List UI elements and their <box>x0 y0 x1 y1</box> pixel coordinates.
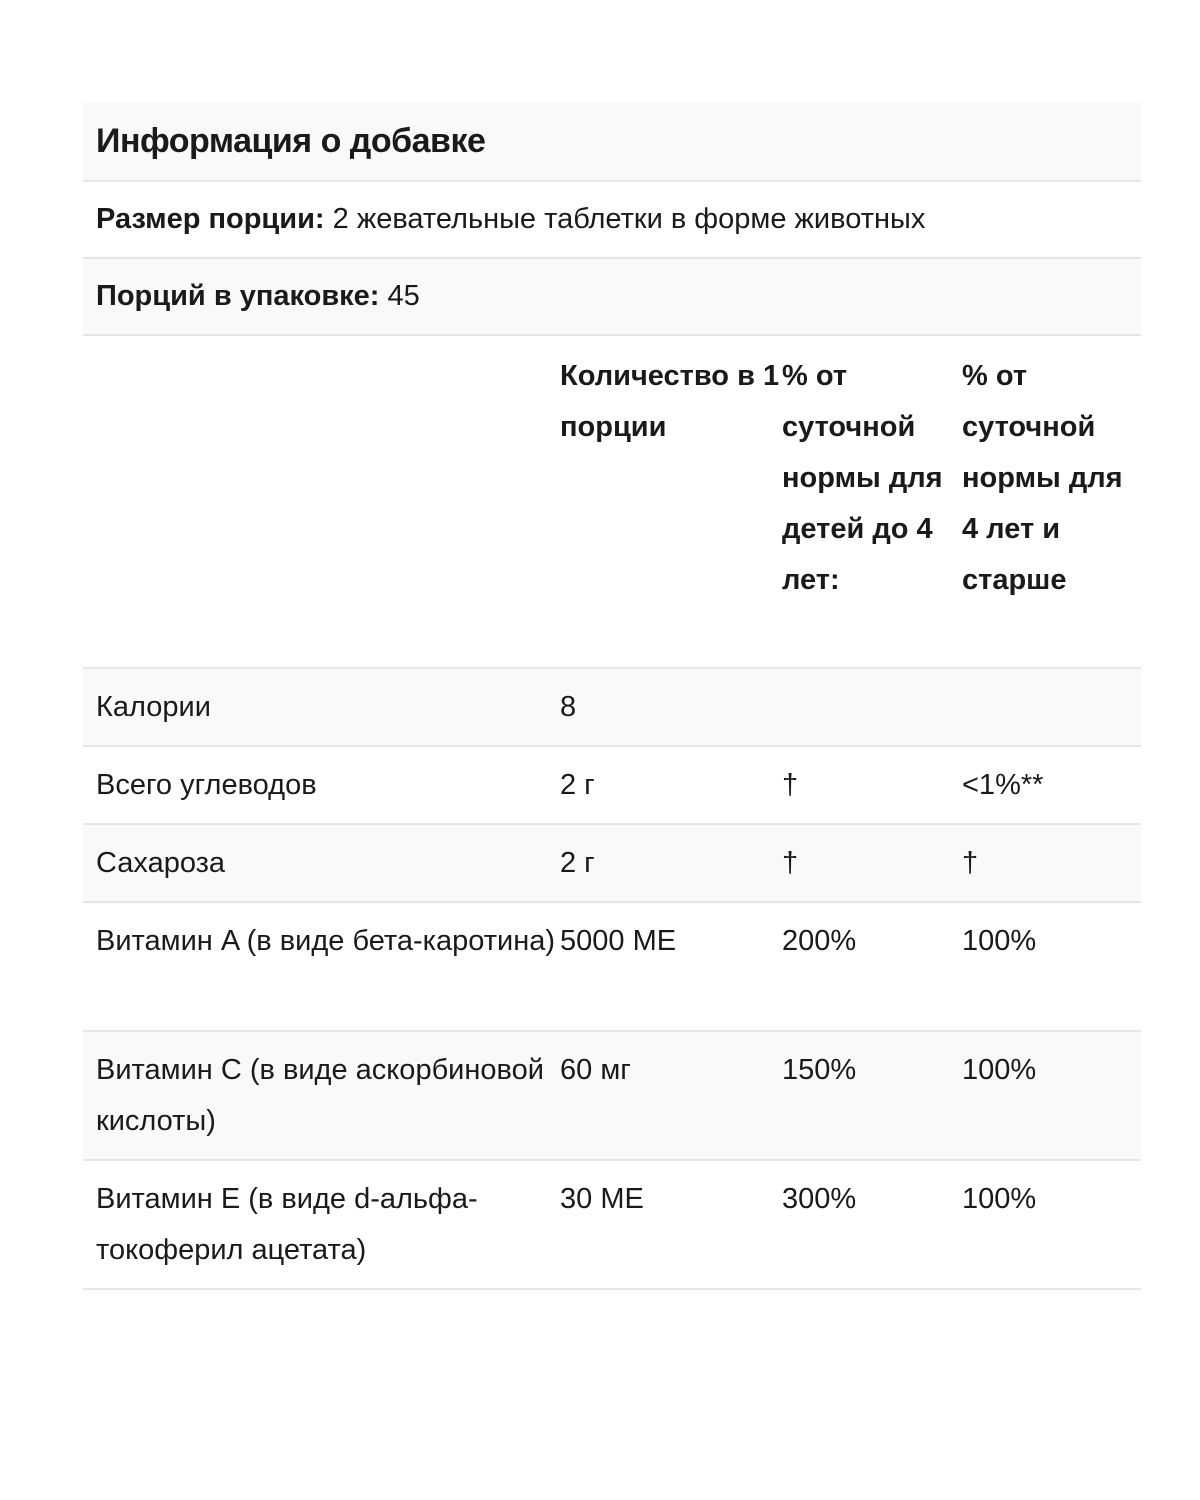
nutrient-dv-under4: † <box>782 769 799 801</box>
nutrient-name: Всего углеводов <box>96 769 317 801</box>
servings-per-container-row <box>83 259 1141 336</box>
nutrient-dv-4plus: 100% <box>962 925 1037 957</box>
nutrient-dv-under4: 150% <box>782 1054 857 1086</box>
servings-per-container-label: Порций в упаковке: <box>96 280 380 312</box>
servings-per-container-value: 45 <box>387 280 420 312</box>
nutrient-dv-4plus: <1%** <box>962 769 1044 801</box>
header-dv-4plus: % от суточной нормы для 4 лет и старше <box>962 360 1123 596</box>
nutrient-name: Витамин E (в виде d-альфа-токоферил ацетата) <box>96 1183 478 1266</box>
nutrient-dv-under4: 300% <box>782 1183 857 1215</box>
nutrient-amount: 30 МЕ <box>560 1183 644 1215</box>
nutrient-name: Витамин A (в виде бета-каротина) <box>96 925 556 957</box>
table-row <box>83 825 1141 903</box>
nutrient-dv-4plus: † <box>962 847 979 879</box>
nutrient-name: Сахароза <box>96 847 226 879</box>
column-header-row <box>83 336 1141 669</box>
serving-size-value: 2 жевательные таблетки в форме животных <box>332 203 926 235</box>
nutrient-amount: 8 <box>560 691 577 723</box>
nutrient-dv-4plus: 100% <box>962 1183 1037 1215</box>
nutrient-name: Калории <box>96 691 211 723</box>
header-amount: Количество в 1 порции <box>560 360 780 443</box>
nutrient-amount: 5000 МЕ <box>560 925 677 957</box>
nutrient-amount: 2 г <box>560 847 595 879</box>
table-row <box>83 669 1141 747</box>
nutrient-amount: 60 мг <box>560 1054 631 1086</box>
serving-size-text <box>96 203 925 236</box>
table-row <box>83 903 1141 1032</box>
nutrient-name: Витамин C (в виде аскорбиновой кислоты) <box>96 1054 544 1137</box>
table-row <box>83 1032 1141 1161</box>
servings-per-container-text <box>96 280 420 313</box>
nutrient-dv-under4: † <box>782 847 799 879</box>
header-dv-under4: % от суточной нормы для детей до 4 лет: <box>782 360 943 596</box>
nutrient-dv-4plus: 100% <box>962 1054 1037 1086</box>
serving-size-row <box>83 182 1141 259</box>
nutrient-amount: 2 г <box>560 769 595 801</box>
table-row <box>83 747 1141 825</box>
serving-size-label: Размер порции: <box>96 203 325 235</box>
table-row <box>83 1161 1141 1290</box>
supplement-facts-table <box>83 102 1141 1290</box>
table-title-row <box>83 102 1141 182</box>
nutrient-dv-under4: 200% <box>782 925 857 957</box>
table-title: Информация о добавке <box>96 121 486 160</box>
